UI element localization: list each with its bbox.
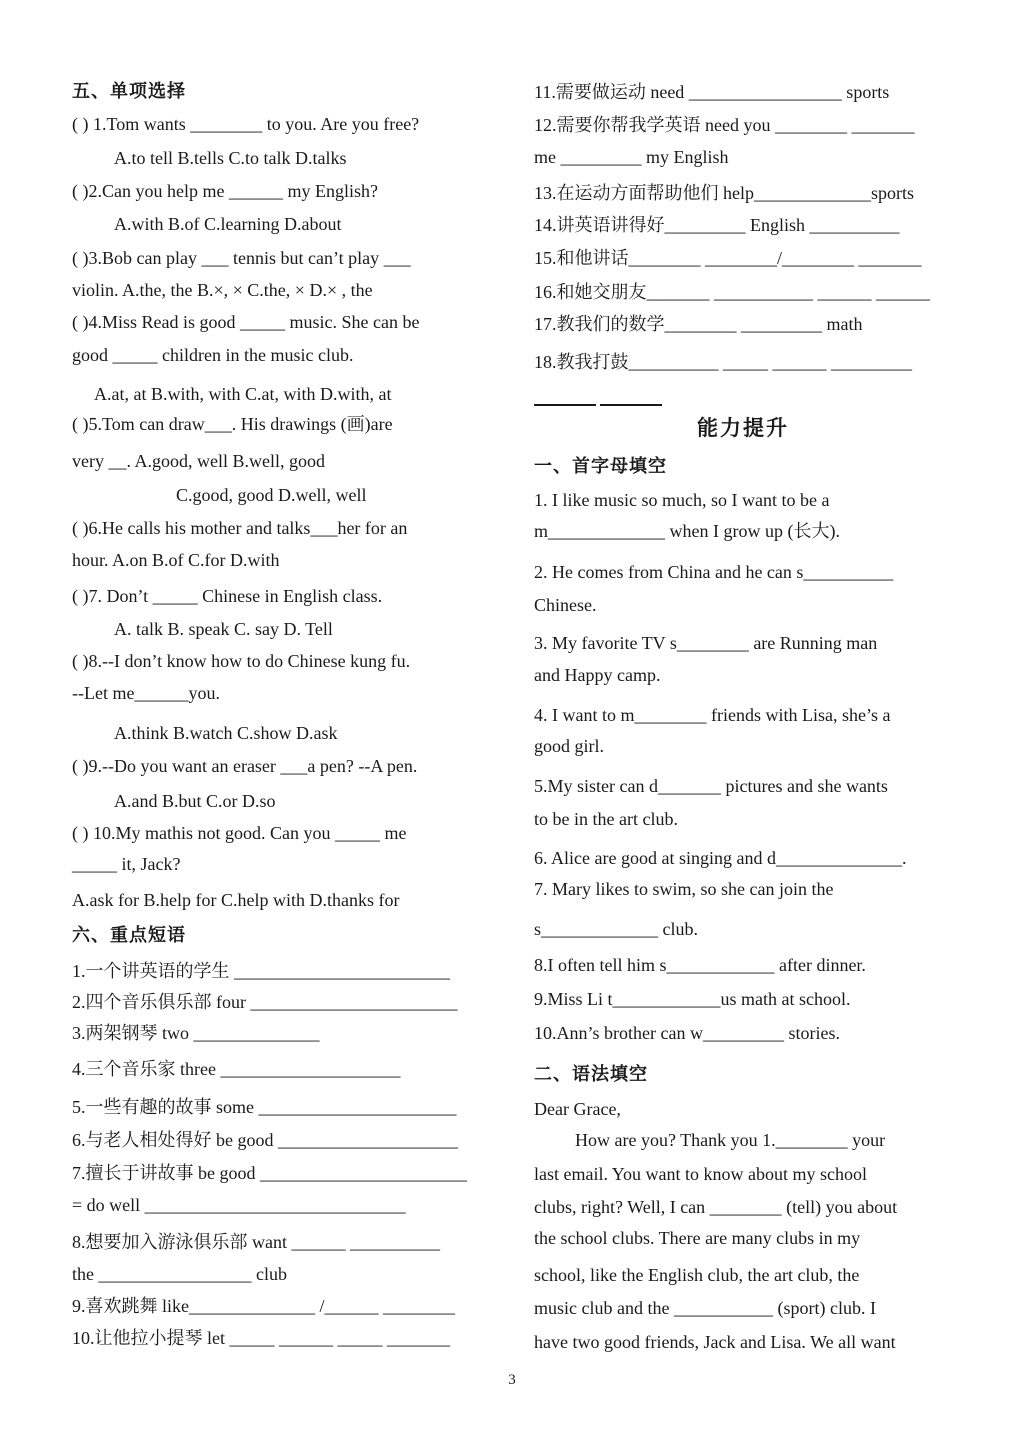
section6-heading: 六、重点短语 xyxy=(72,925,186,946)
phrase-3: 3.两架钢琴 two ______________ xyxy=(72,1023,320,1043)
question-2-options: A.with B.of C.learning D.about xyxy=(114,214,342,234)
question-8: ( )8.--I don’t know how to do Chinese kung fu. xyxy=(72,651,411,671)
phrase-18: 18.教我打鼓__________ _____ ______ _________ xyxy=(534,352,912,372)
phrase-12: 12.需要你帮我学英语 need you ________ _______ xyxy=(534,115,915,135)
section2-heading: 二、语法填空 xyxy=(534,1064,648,1085)
fill-3: 3. My favorite TV s________ are Running man xyxy=(534,633,878,653)
question-2: ( )2.Can you help me ______ my English? xyxy=(72,181,378,201)
question-5-options-b: C.good, good D.well, well xyxy=(176,485,367,505)
letter-line-3: clubs, right? Well, I can ________ (tell) you about xyxy=(534,1197,898,1217)
fill-2: 2. He comes from China and he can s__________ xyxy=(534,562,894,582)
fill-5-cont: to be in the art club. xyxy=(534,809,678,829)
page-number: 3 xyxy=(508,1372,516,1388)
question-10: ( ) 10.My mathis not good. Can you _____ me xyxy=(72,823,407,843)
letter-line-5: school, like the English club, the art club, the xyxy=(534,1265,860,1285)
question-4: ( )4.Miss Read is good _____ music. She can be xyxy=(72,312,420,332)
question-9-options: A.and B.but C.or D.so xyxy=(114,791,276,811)
fill-10: 10.Ann’s brother can w_________ stories. xyxy=(534,1023,840,1043)
phrase-6: 6.与老人相处得好 be good ____________________ xyxy=(72,1130,458,1150)
question-8-options: A.think B.watch C.show D.ask xyxy=(114,723,338,743)
phrase-12-cont: me _________ my English xyxy=(534,147,729,167)
section5-heading: 五、单项选择 xyxy=(72,81,186,102)
question-6-options: hour. A.on B.of C.for D.with xyxy=(72,550,280,570)
divider-line-1 xyxy=(534,404,596,406)
fill-3-cont: and Happy camp. xyxy=(534,665,661,685)
phrase-7-cont: = do well _____________________________ xyxy=(72,1195,406,1215)
question-7: ( )7. Don’t _____ Chinese in English class. xyxy=(72,586,383,606)
phrase-14: 14.讲英语讲得好_________ English __________ xyxy=(534,215,900,235)
question-5: ( )5.Tom can draw___. His drawings (画)are xyxy=(72,414,393,434)
fill-9: 9.Miss Li t____________us math at school. xyxy=(534,989,851,1009)
letter-line-2: last email. You want to know about my school xyxy=(534,1164,867,1184)
phrase-11: 11.需要做运动 need _________________ sports xyxy=(534,82,890,102)
fill-1-cont: m_____________ when I grow up (长大). xyxy=(534,521,840,541)
letter-greeting: Dear Grace, xyxy=(534,1099,621,1119)
phrase-8-cont: the _________________ club xyxy=(72,1264,287,1284)
fill-6: 6. Alice are good at singing and d______________. xyxy=(534,848,907,868)
letter-line-7: have two good friends, Jack and Lisa. We all want xyxy=(534,1332,896,1352)
phrase-16: 16.和她交朋友_______ ___________ ______ ______ xyxy=(534,282,930,302)
divider-line-2 xyxy=(600,404,662,406)
section1-heading: 一、首字母填空 xyxy=(534,456,667,477)
ability-title: 能力提升 xyxy=(697,416,789,440)
question-9: ( )9.--Do you want an eraser ___a pen? --A pen. xyxy=(72,756,418,776)
question-8-cont: --Let me______you. xyxy=(72,683,220,703)
question-10-options: A.ask for B.help for C.help with D.thanks for xyxy=(72,890,400,910)
question-4-cont: good _____ children in the music club. xyxy=(72,345,354,365)
letter-line-1: How are you? Thank you 1.________ your xyxy=(575,1130,886,1150)
phrase-13: 13.在运动方面帮助他们 help_____________sports xyxy=(534,183,914,203)
letter-line-4: the school clubs. There are many clubs in my xyxy=(534,1228,861,1248)
question-1-options: A.to tell B.tells C.to talk D.talks xyxy=(114,148,347,168)
fill-8: 8.I often tell him s____________ after dinner. xyxy=(534,955,866,975)
fill-4: 4. I want to m________ friends with Lisa, she’s a xyxy=(534,705,891,725)
phrase-8: 8.想要加入游泳俱乐部 want ______ __________ xyxy=(72,1232,440,1252)
letter-line-6: music club and the ___________ (sport) club. I xyxy=(534,1298,876,1318)
phrase-2: 2.四个音乐俱乐部 four _______________________ xyxy=(72,992,458,1012)
question-1: ( ) 1.Tom wants ________ to you. Are you free? xyxy=(72,114,420,134)
phrase-1: 1.一个讲英语的学生 ________________________ xyxy=(72,961,450,981)
fill-2-cont: Chinese. xyxy=(534,595,597,615)
question-6: ( )6.He calls his mother and talks___her for an xyxy=(72,518,408,538)
question-3: ( )3.Bob can play ___ tennis but can’t play ___ xyxy=(72,248,411,268)
question-3-options: violin. A.the, the B.×, × C.the, × D.× , the xyxy=(72,280,373,300)
fill-1: 1. I like music so much, so I want to be a xyxy=(534,490,830,510)
question-7-options: A. talk B. speak C. say D. Tell xyxy=(114,619,333,639)
question-5-options-a: very __. A.good, well B.well, good xyxy=(72,451,325,471)
phrase-7: 7.擅长于讲故事 be good _______________________ xyxy=(72,1163,467,1183)
phrase-9: 9.喜欢跳舞 like______________ /______ ________ xyxy=(72,1296,455,1316)
fill-5: 5.My sister can d_______ pictures and she wants xyxy=(534,776,888,796)
phrase-17: 17.教我们的数学________ _________ math xyxy=(534,314,863,334)
fill-4-cont: good girl. xyxy=(534,736,604,756)
phrase-10: 10.让他拉小提琴 let _____ ______ _____ _______ xyxy=(72,1328,450,1348)
question-10-cont: _____ it, Jack? xyxy=(72,854,181,874)
fill-7-cont: s_____________ club. xyxy=(534,919,698,939)
phrase-4: 4.三个音乐家 three ____________________ xyxy=(72,1059,401,1079)
fill-7: 7. Mary likes to swim, so she can join the xyxy=(534,879,834,899)
question-4-options: A.at, at B.with, with C.at, with D.with, at xyxy=(94,384,392,404)
phrase-15: 15.和他讲话________ ________/________ _______ xyxy=(534,248,922,268)
phrase-5: 5.一些有趣的故事 some ______________________ xyxy=(72,1097,457,1117)
